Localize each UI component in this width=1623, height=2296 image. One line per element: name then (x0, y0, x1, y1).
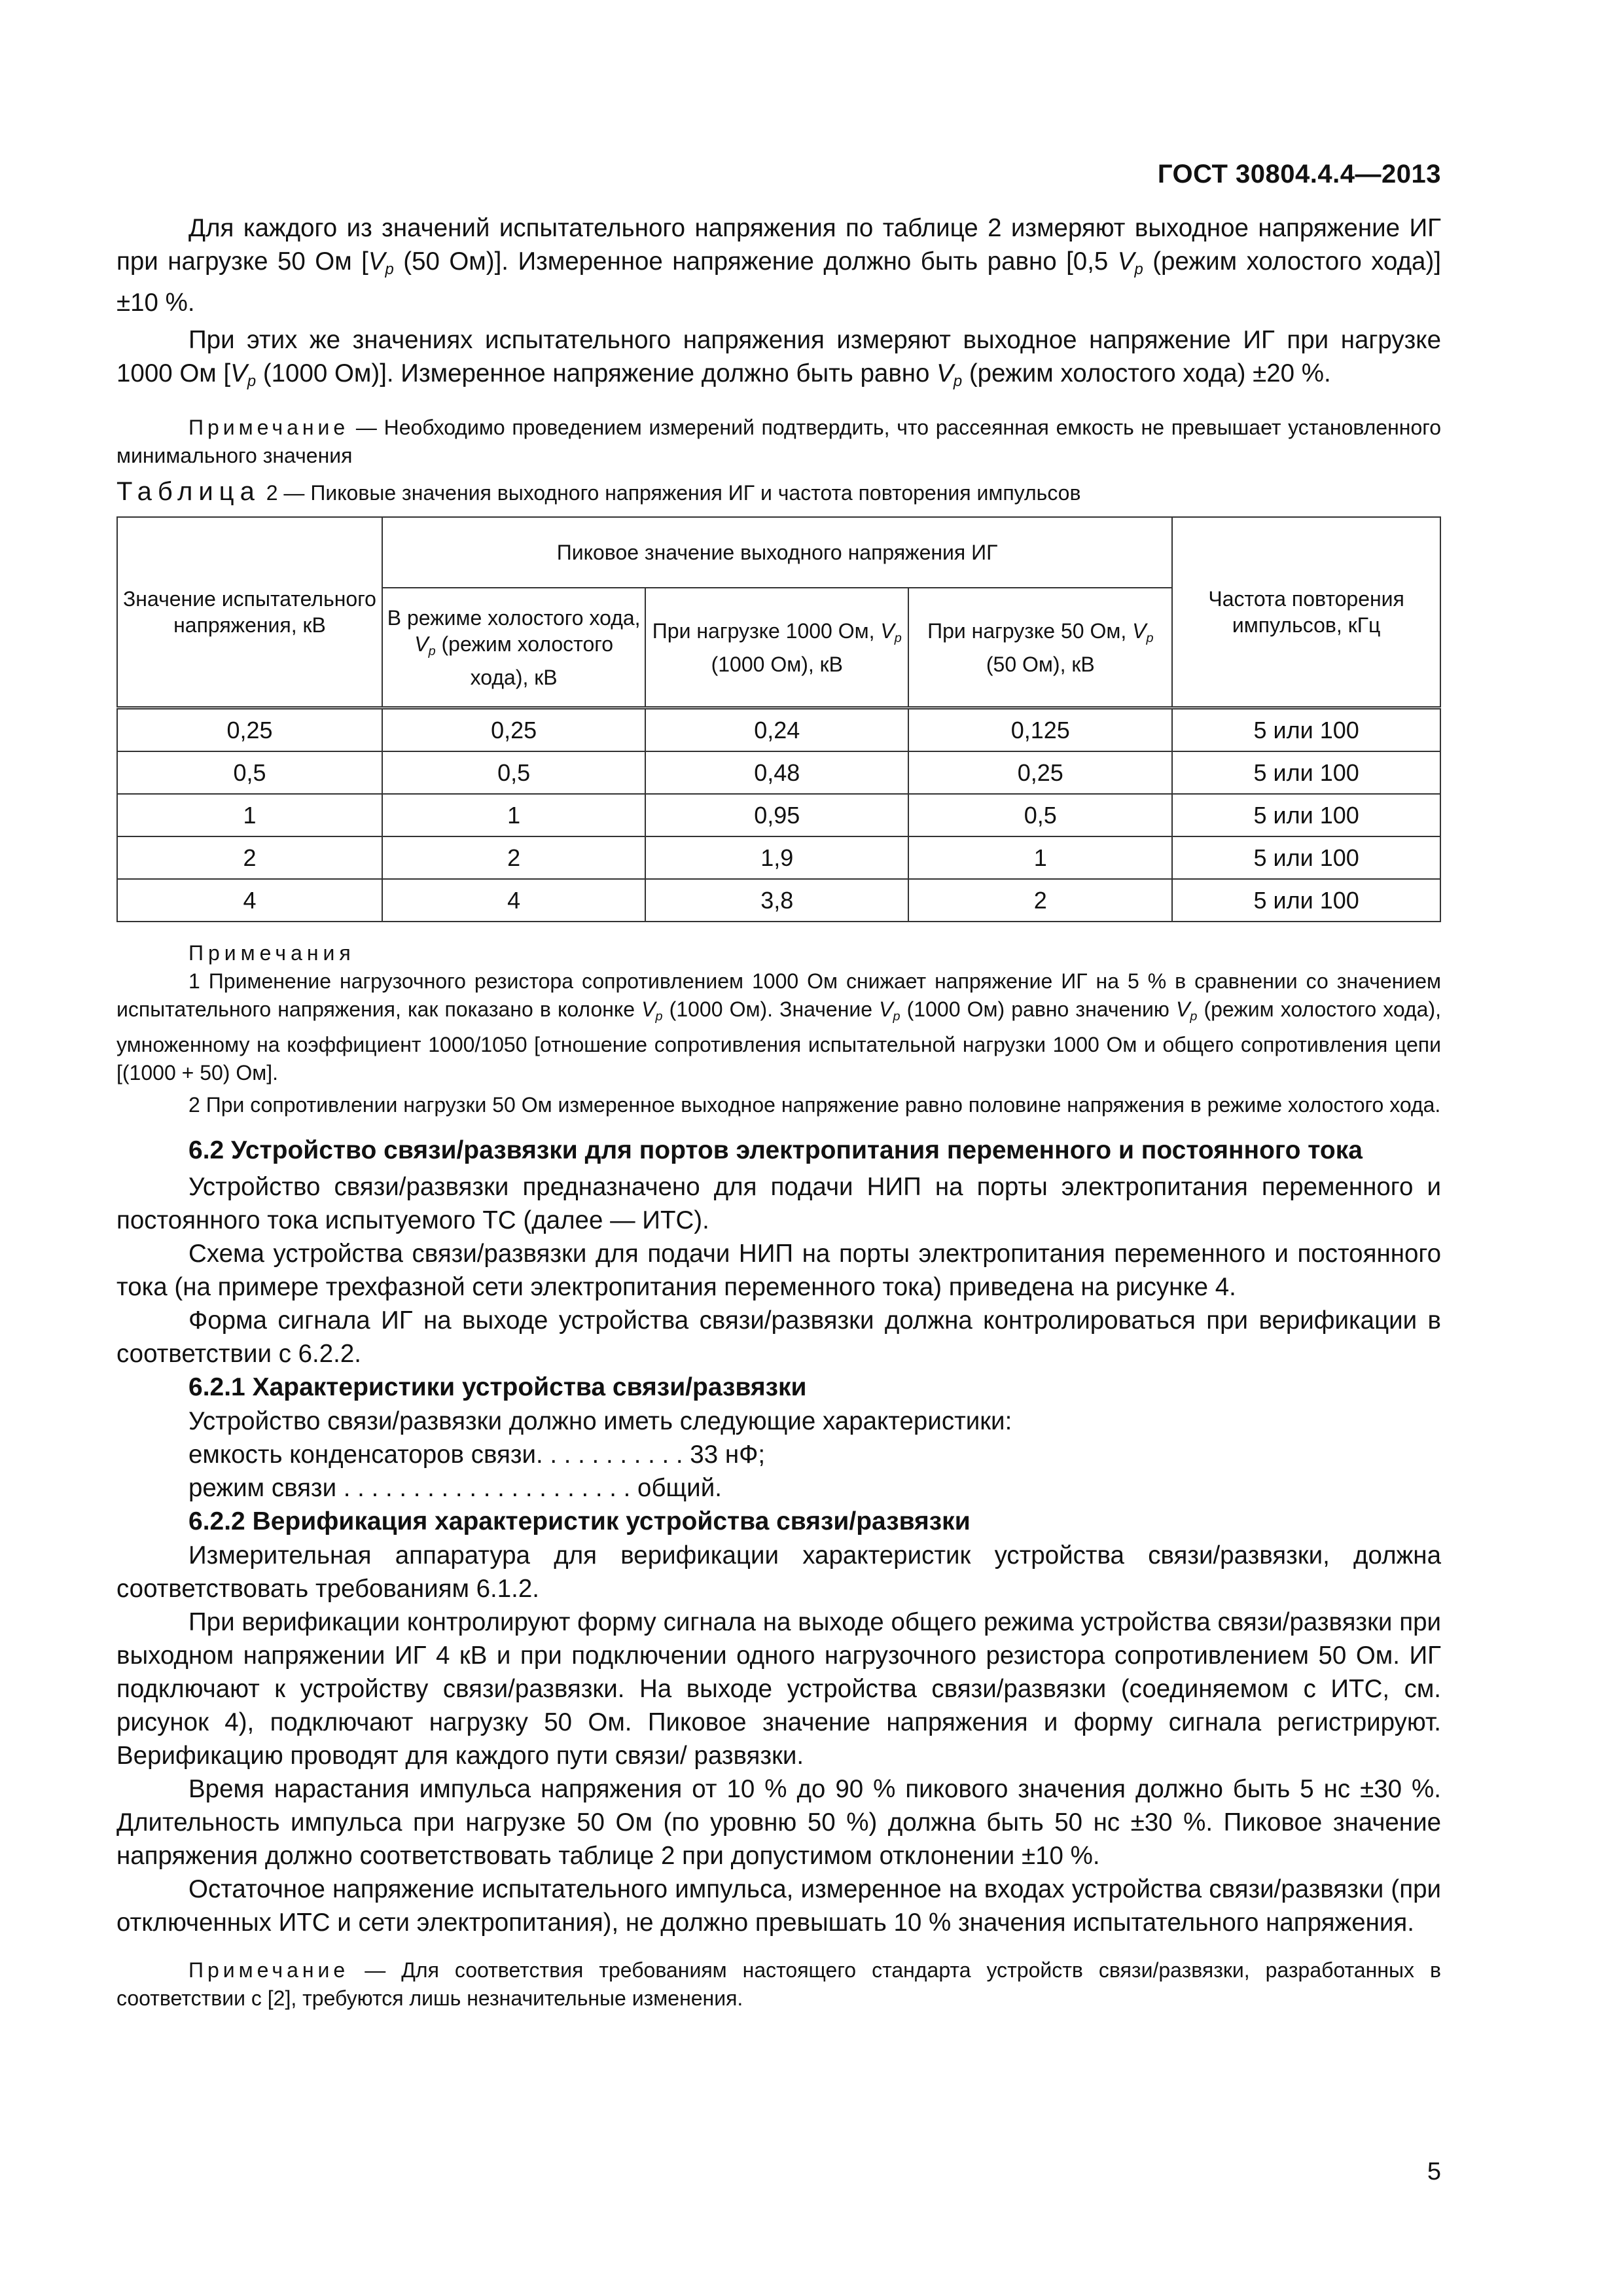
section-6-2-1-heading: 6.2.1 Характеристики устройства связи/развязки (188, 1373, 807, 1402)
notes-title: Примечания (188, 941, 355, 965)
document-id-header: ГОСТ 30804.4.4—2013 (1157, 160, 1441, 188)
section-6-2-2-paragraph-3: Время нарастания импульса напряжения от 10 % до 90 % пикового значения должно быть 5 нс ±30 %. Длительность импульса при нагрузке 50 Ом (по уровню 50 %) должна быть 50 нс ±30 %. Пиковое значение напряжения должно соответствовать таблице 2 при допустимом отклонении ±10 %. (116, 1775, 1441, 1871)
header-load-50ohm: При нагрузке 50 Ом, $V_p$ (50 Ом), кВ (908, 588, 1172, 708)
section-6-2-2-paragraph-4: Остаточное напряжение испытательного импульса, измеренное на входах устройства связи/развязки (при отключенных ИТС и сети электропитания), не должно превышать 10 % значения испытательного напряжения. (116, 1875, 1441, 1937)
section-6-2-2-paragraph-1: Измерительная аппаратура для верификации характеристик устройства связи/развязки, должна соответствовать требованиям 6.1.2. (116, 1541, 1441, 1604)
paragraph-measure-50ohm: Для каждого из значений испытательного напряжения по таблице 2 измеряют выходное напряжение ИГ при нагрузке 50 Ом [$V_p$ (50 Ом)]. Измеренное напряжение должно быть равно [0,5 $V_p$ (режим холостого хода)] ±10 %. (116, 214, 1441, 317)
characteristic-coupling-mode: режим связи . . . . . . . . . . . . . . . . . . . . . общий. (188, 1474, 722, 1503)
header-peak-output-voltage: Пиковое значение выходного напряжения ИГ (382, 517, 1172, 588)
page-number: 5 (1427, 2158, 1441, 2185)
note-1000ohm-resistor: 1 Применение нагрузочного резистора сопротивлением 1000 Ом снижает напряжение ИГ на 5 % в сравнении со значением испытательного напряжения, как показано в колонке $V_p$ (1000 Ом). Значение $V_p$ (1000 Ом) равно значению $V_p$ (режим холостого хода), умноженному на коэффициент 1000/1050 [отношение сопротивления испытательной нагрузки 1000 Ом и общего сопротивления цепи [(1000 + 50) Ом]. (116, 969, 1442, 1085)
section-6-2-1-intro: Устройство связи/развязки должно иметь следующие характеристики: (188, 1407, 1012, 1436)
table-row: 0,25 0,25 0,24 0,125 5 или 100 (117, 708, 1440, 752)
table-peak-voltages (116, 516, 1441, 922)
header-open-circuit: В режиме холостого хода, $V_p$ (режим холостого хода), кВ (382, 588, 645, 708)
section-6-2-heading: 6.2 Устройство связи/развязки для портов электропитания переменного и постоянного тока (188, 1136, 1363, 1165)
section-6-2-paragraph-1: Устройство связи/развязки предназначено для подачи НИП на порты электропитания переменного и постоянного тока испытуемого ТС (далее — ИТС). (116, 1173, 1441, 1235)
table-row: 0,5 0,5 0,48 0,25 5 или 100 (117, 751, 1440, 794)
header-repetition-frequency: Частота повторения импульсов, кГц (1172, 517, 1440, 708)
characteristic-coupling-capacitance: емкость конденсаторов связи. . . . . . . . . . . 33 нФ; (188, 1441, 766, 1469)
table-row: 4 4 3,8 2 5 или 100 (117, 879, 1440, 922)
section-6-2-2-paragraph-2: При верификации контролируют форму сигнала на выходе общего режима устройства связи/развязки при выходном напряжении ИГ 4 кВ и при подключении одного нагрузочного резистора сопротивлением 50 Ом. ИГ подключают к устройству связи/развязки. На выходе устройства связи/развязки (соединяемом с ИТС, см. рисунок 4), подключают нагрузку 50 Ом. Пиковое значение напряжения и форму сигнала регистрируют. Верификацию проводят для каждого пути связи/ развязки. (116, 1608, 1441, 1770)
header-load-1000ohm: При нагрузке 1000 Ом, $V_p$ (1000 Ом), кВ (645, 588, 908, 708)
header-test-voltage: Значение испытательного напряжения, кВ (117, 517, 382, 708)
table-row: 1 1 0,95 0,5 5 или 100 (117, 794, 1440, 836)
note-stray-capacitance: Примечание — Необходимо проведением измерений подтвердить, что рассеянная емкость не превышает установленного минимального значения (116, 416, 1441, 468)
page-content (116, 211, 1441, 2013)
paragraph-measure-1000ohm: При этих же значениях испытательного напряжения измеряют выходное напряжение ИГ при нагрузке 1000 Ом [$V_p$ (1000 Ом)]. Измеренное напряжение должно быть равно $V_p$ (режим холостого хода) ±20 %. (116, 326, 1441, 391)
note-cdn-modifications: Примечание — Для соответствия требованиям настоящего стандарта устройств связи/развязки, разработанных в соответствии с [2], требуются лишь незначительные изменения. (116, 1958, 1441, 2011)
table-row: 2 2 1,9 1 5 или 100 (117, 836, 1440, 879)
section-6-2-paragraph-2: Схема устройства связи/развязки для подачи НИП на порты электропитания переменного и постоянного тока (на примере трехфазной сети электропитания переменного тока) приведена на рисунке 4. (116, 1240, 1441, 1302)
section-6-2-paragraph-3: Форма сигнала ИГ на выходе устройства связи/развязки должна контролироваться при верификации в соответствии с 6.2.2. (116, 1306, 1441, 1369)
section-6-2-2-heading: 6.2.2 Верификация характеристик устройства связи/развязки (188, 1507, 971, 1536)
note-50ohm-load: 2 При сопротивлении нагрузки 50 Ом измеренное выходное напряжение равно половине напряжения в режиме холостого хода. (188, 1093, 1441, 1117)
table-caption: Таблица 2 — Пиковые значения выходного напряжения ИГ и частота повторения импульсов (116, 477, 1081, 507)
